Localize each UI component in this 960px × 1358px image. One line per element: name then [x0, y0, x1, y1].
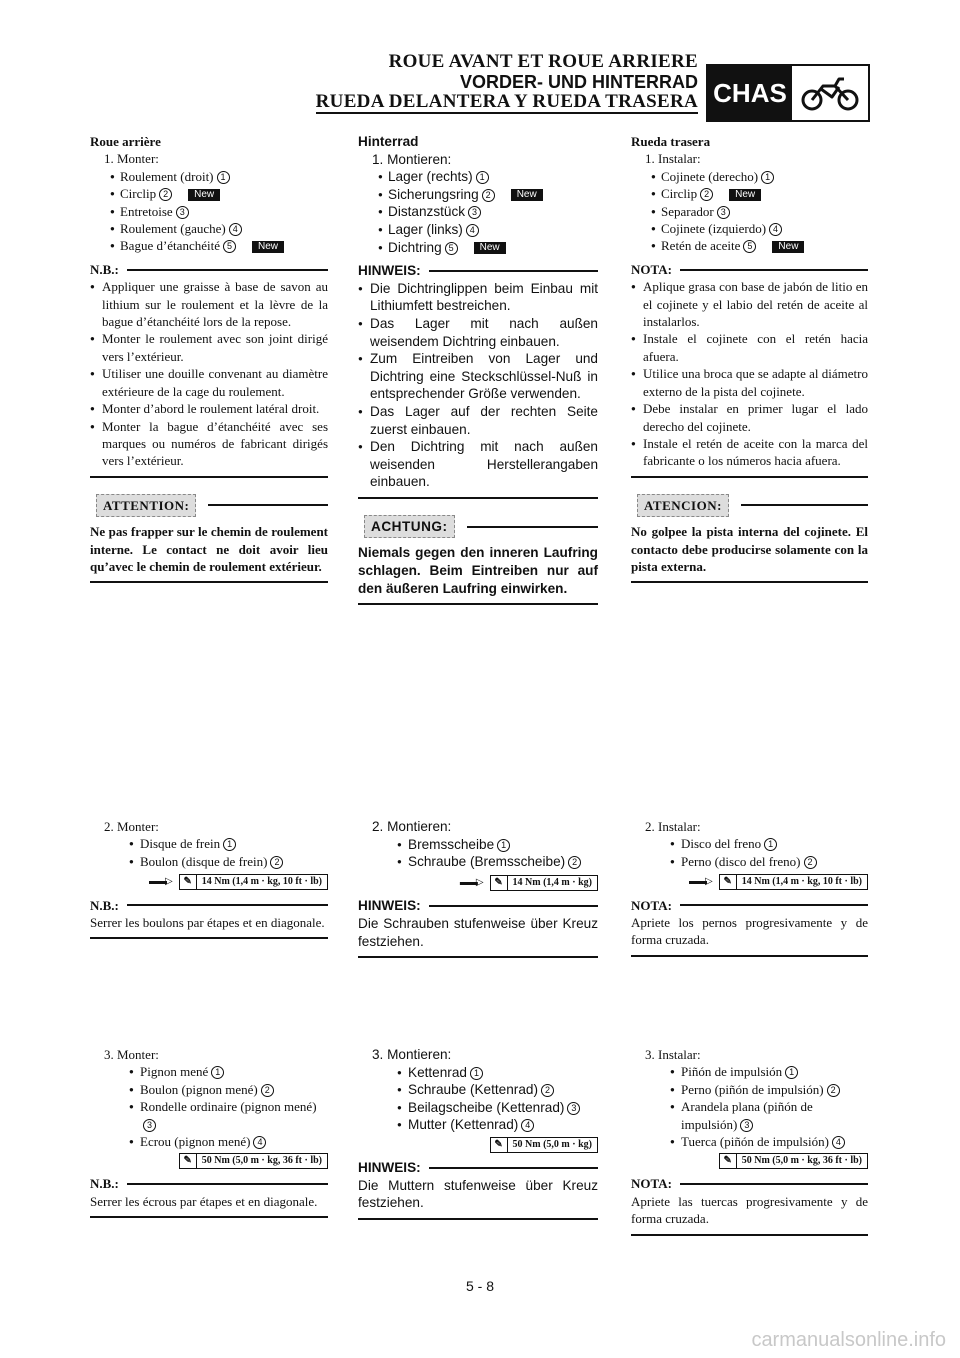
divider: [631, 1234, 868, 1236]
list-item: ● Ecrou (pignon mené) 4: [90, 1133, 328, 1150]
list-item: ● Circlip 2 New: [90, 185, 328, 202]
list-item: ● Lager (links) 4: [358, 221, 598, 239]
section-title: Hinterrad: [358, 134, 419, 149]
step-label: 2. Montieren:: [372, 819, 452, 834]
list-item: ● Cojinete (izquierdo) 4: [631, 220, 868, 237]
fr-section-1: [90, 133, 328, 583]
torque-spec: ▬▬▷ ✎ 14 Nm (1,4 m · kg, 10 ft · lb): [631, 873, 868, 890]
list-item: ● Sicherungsring 2 New: [358, 186, 598, 204]
list-item: ● Kettenrad 1: [358, 1064, 598, 1082]
note-item: ● Monter le roulement avec son joint dirigé vers l’extérieur.: [90, 330, 328, 365]
divider: [631, 955, 868, 957]
list-item: ● Roulement (droit) 1: [90, 168, 328, 185]
step-label: 3. Instalar:: [645, 1047, 701, 1062]
step-label: 2. Instalar:: [645, 819, 701, 834]
list-item: ● Rondelle ordinaire (pignon mené)3: [90, 1098, 328, 1133]
divider: [358, 1218, 598, 1220]
chapter-label: CHAS: [708, 66, 792, 120]
note-item: ● Das Lager mit nach außen weisendem Dichtring einbauen.: [358, 315, 598, 350]
list-item: ● Piñón de impulsión 1: [631, 1063, 868, 1080]
divider: [631, 581, 868, 583]
divider: [90, 476, 328, 478]
list-item: ● Pignon mené 1: [90, 1063, 328, 1080]
torque-icon: ✎: [720, 875, 737, 889]
step-label: 1. Montieren:: [372, 151, 452, 167]
fr-section-3: [90, 1046, 328, 1218]
es-section-2: [631, 818, 868, 957]
list-item: ● Distanzstück 3: [358, 203, 598, 221]
note-heading: HINWEIS:: [358, 897, 598, 915]
list-item: ● Retén de aceite 5 New: [631, 237, 868, 254]
list-item: ● Boulon (disque de frein) 2: [90, 853, 328, 870]
note-item: ● Instale el retén de aceite con la marca del fabricante o los números hacia afuera.: [631, 435, 868, 470]
section-title: Rueda trasera: [631, 134, 711, 149]
new-badge: New: [188, 189, 220, 201]
note-text: Die Schrauben stufenweise über Kreuz festziehen.: [358, 915, 598, 949]
torque-spec: ▬▬▷ ✎ 14 Nm (1,4 m · kg, 10 ft · lb): [90, 873, 328, 890]
note-item: ● Das Lager auf der rechten Seite zuerst einbauen.: [358, 403, 598, 438]
step-label: 3. Montieren:: [372, 1047, 452, 1062]
divider: [631, 476, 868, 478]
list-item: ● Perno (disco del freno) 2: [631, 853, 868, 870]
list-item: ● Boulon (pignon mené) 2: [90, 1081, 328, 1098]
list-item: ● Schraube (Bremsscheibe) 2: [358, 853, 598, 871]
note-heading: NOTA:: [631, 897, 868, 914]
list-item: ● Beilagscheibe (Kettenrad) 3: [358, 1099, 598, 1117]
divider: [90, 1216, 328, 1218]
es-section-3: [631, 1046, 868, 1236]
list-item: ● Disque de frein 1: [90, 835, 328, 852]
list-item: ● Bague d’étanchéité 5 New: [90, 237, 328, 254]
torque-icon: ✎: [720, 1154, 737, 1168]
torque-spec: ✎ 50 Nm (5,0 m · kg): [358, 1137, 598, 1153]
header-title-es: RUEDA DELANTERA Y RUEDA TRASERA: [315, 91, 698, 112]
step-label: 1. Monter:: [104, 151, 159, 167]
es-section-1: [631, 133, 868, 583]
torque-icon: ✎: [180, 1154, 197, 1168]
list-item: ● Perno (piñón de impulsión) 2: [631, 1081, 868, 1098]
note-text: Apriete los pernos progresivamente y de forma cruzada.: [631, 915, 868, 948]
note-heading: NOTA:: [631, 1175, 868, 1192]
list-item: ● Tuerca (piñón de impulsión) 4: [631, 1133, 868, 1150]
note-heading: HINWEIS:: [358, 1159, 598, 1177]
torque-icon: ✎: [180, 875, 197, 889]
warning-heading: ACHTUNG:: [358, 515, 598, 539]
locking-agent-icon: ▬▬▷: [459, 876, 482, 888]
torque-spec: ✎ 50 Nm (5,0 m · kg, 36 ft · lb): [631, 1153, 868, 1169]
locking-agent-icon: ▬▬▷: [689, 876, 711, 888]
list-item: ● Mutter (Kettenrad) 4: [358, 1116, 598, 1134]
note-heading: NOTA:: [631, 261, 868, 278]
note-item: ● Zum Eintreiben von Lager und Dichtring eine Steckschlüssel-Nuß in entsprechender Größe verwenden.: [358, 350, 598, 403]
note-heading: N.B.:: [90, 897, 328, 914]
warning-text: Ne pas frapper sur le chemin de roulement interne. Le contact ne doit avoir lieu qu’avec le chemin de roulement extérieur.: [90, 524, 328, 574]
list-item: ● Circlip 2 New: [631, 185, 868, 202]
de-section-2: [358, 818, 598, 958]
note-text: Serrer les écrous par étapes et en diagonale.: [90, 1193, 318, 1209]
page-number: 5 - 8: [465, 1278, 494, 1294]
list-item: ● Bremsscheibe 1: [358, 836, 598, 854]
divider: [90, 937, 328, 939]
list-item: ● Cojinete (derecho) 1: [631, 168, 868, 185]
note-heading: N.B.:: [90, 1175, 328, 1192]
note-item: ● Monter d’abord le roulement latéral droit.: [90, 400, 328, 417]
new-badge: New: [252, 241, 284, 253]
divider: [358, 603, 598, 605]
warning-heading: ATENCION:: [631, 494, 868, 517]
note-item: ● Appliquer une graisse à base de savon au lithium sur le roulement et la lèvre de la bague d’étanchéité lors de la repose.: [90, 278, 328, 330]
warning-text: Niemals gegen den inneren Laufring schlagen. Beim Eintreiben nur auf den äußeren Laufring einwirken.: [358, 545, 598, 596]
list-item: ● Lager (rechts) 1: [358, 168, 598, 186]
note-heading: N.B.:: [90, 261, 328, 278]
warning-heading: ATTENTION:: [90, 494, 328, 517]
note-item: ● Die Dichtringlippen beim Einbau mit Lithiumfett bestreichen.: [358, 280, 598, 315]
list-item: ● Schraube (Kettenrad) 2: [358, 1081, 598, 1099]
note-heading: HINWEIS:: [358, 262, 598, 280]
list-item: ● Arandela plana (piñón de impulsión) 3: [631, 1098, 868, 1133]
section-title: Roue arrière: [90, 134, 161, 149]
list-item: ● Entretoise 3: [90, 203, 328, 220]
note-item: ● Monter la bague d’étanchéité avec ses marques ou numéros de fabricant dirigés vers l’extérieur.: [90, 418, 328, 470]
header-title-de: VORDER- UND HINTERRAD: [460, 72, 698, 92]
step-label: 3. Monter:: [104, 1047, 159, 1062]
torque-spec: ▬▬▷ ✎ 14 Nm (1,4 m · kg): [358, 874, 598, 892]
de-section-1: [358, 133, 598, 605]
list-item: ● Roulement (gauche) 4: [90, 220, 328, 237]
list-item: ● Disco del freno 1: [631, 835, 868, 852]
header-rule: [316, 112, 698, 114]
torque-spec: ✎ 50 Nm (5,0 m · kg, 36 ft · lb): [90, 1153, 328, 1169]
note-item: ● Den Dichtring mit nach außen weisenden Herstellerangaben einbauen.: [358, 438, 598, 491]
divider: [358, 956, 598, 958]
chapter-badge: [706, 64, 870, 122]
new-badge: New: [772, 241, 804, 253]
torque-icon: ✎: [491, 876, 508, 890]
step-label: 2. Monter:: [104, 819, 159, 834]
de-section-3: [358, 1046, 598, 1220]
torque-icon: ✎: [491, 1138, 508, 1152]
list-item: ● Separador 3: [631, 203, 868, 220]
list-item: ● Dichtring 5 New: [358, 239, 598, 257]
warning-text: No golpee la pista interna del cojinete. El contacto debe producirse solamente con la pista externa.: [631, 524, 868, 574]
divider: [358, 497, 598, 499]
divider: [90, 581, 328, 583]
note-item: ● Instale el cojinete con el retén hacia afuera.: [631, 330, 868, 365]
note-item: ● Aplique grasa con base de jabón de litio en el cojinete y el labio del retén de aceite al instalarlos.: [631, 278, 868, 330]
note-text: Serrer les boulons par étapes et en diagonale.: [90, 915, 325, 931]
locking-agent-icon: ▬▬▷: [149, 876, 171, 888]
header-title-fr: ROUE AVANT ET ROUE ARRIERE: [388, 51, 698, 72]
motorcycle-icon: [792, 66, 868, 120]
note-text: Die Muttern stufenweise über Kreuz festziehen.: [358, 1177, 598, 1211]
new-badge: New: [511, 189, 543, 201]
fr-section-2: [90, 818, 328, 939]
note-text: Apriete las tuercas progresivamente y de forma cruzada.: [631, 1193, 868, 1227]
note-item: ● Utiliser une douille convenant au diamètre extérieure de la cage du roulement.: [90, 365, 328, 400]
page-header: [280, 52, 698, 112]
step-label: 1. Instalar:: [645, 151, 701, 167]
note-item: ● Debe instalar en primer lugar el lado derecho del cojinete.: [631, 400, 868, 435]
new-badge: New: [474, 242, 506, 254]
watermark: carmanualsonline.info: [751, 1329, 946, 1351]
new-badge: New: [729, 189, 761, 201]
note-item: ● Utilice una broca que se adapte al diámetro externo de la pista del cojinete.: [631, 365, 868, 400]
